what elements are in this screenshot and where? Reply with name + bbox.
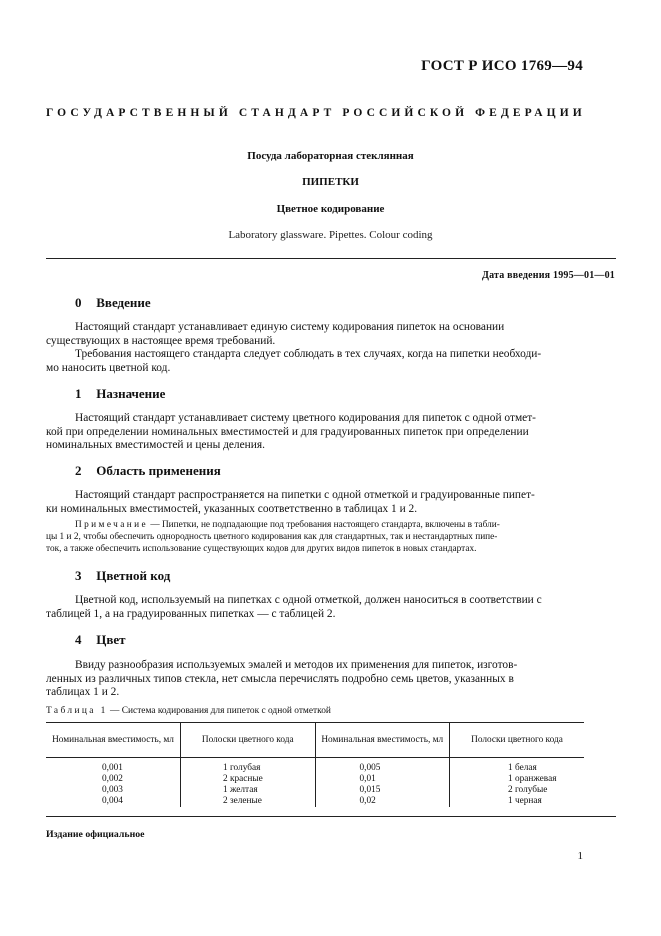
section-title: Введение xyxy=(96,295,151,310)
table-cell: 1 белая xyxy=(450,758,585,775)
section-0-heading xyxy=(75,295,151,311)
table-header-row xyxy=(46,723,584,758)
table-cell: 2 красные xyxy=(181,774,316,785)
table-cell: 0,02 xyxy=(315,796,450,807)
table-cell: 1 черная xyxy=(450,796,585,807)
page-number: 1 xyxy=(577,850,583,862)
title-subtitle: Цветное кодирование xyxy=(276,203,385,215)
note-label: Примечание xyxy=(75,520,148,530)
table-row xyxy=(46,796,584,807)
text-line: Настоящий стандарт устанавливает систему цветного кодирования для пипеток с одной отмет- xyxy=(75,412,536,424)
table-header-cell: Номинальная вместимость, мл xyxy=(46,723,181,758)
table-cell: 0,004 xyxy=(102,796,123,806)
section-2-heading xyxy=(75,463,221,479)
section-4-paragraph-1 xyxy=(46,659,584,700)
footer-divider xyxy=(46,816,616,817)
table-cell: 0,015 xyxy=(315,785,450,796)
table-row xyxy=(46,785,584,796)
table-caption-text: — Система кодирования для пипеток с одной отметкой xyxy=(107,706,331,716)
table-row xyxy=(46,758,584,775)
table-header-cell: Номинальная вместимость, мл xyxy=(315,723,450,758)
section-title: Область применения xyxy=(96,463,221,478)
table-header-cell: Полоски цветного кода xyxy=(450,723,585,758)
section-title: Назначение xyxy=(96,386,166,401)
table-header-cell: Полоски цветного кода xyxy=(181,723,316,758)
state-standard-heading: ГОСУДАРСТВЕННЫЙ СТАНДАРТ РОССИЙСКОЙ ФЕДЕРАЦИИ xyxy=(46,107,586,119)
section-1-paragraph-1 xyxy=(46,412,584,453)
text-line: Ввиду разнообразия используемых эмалей и методов их применения для пипеток, изготов- xyxy=(75,659,518,671)
text-line: ленных из различных типов стекла, нет смысла перечислять подробно семь цветов, указанных в xyxy=(46,672,514,685)
text-line: ток, а также обеспечить использование существующих кодов для других видов пипеток в новых стандартах. xyxy=(46,544,477,554)
section-number: 4 xyxy=(75,632,82,647)
table-cell: 1 голубая xyxy=(181,758,316,775)
section-2-note xyxy=(46,519,584,555)
title-main: Посуда лабораторная стеклянная xyxy=(247,150,414,162)
table-cell: 2 зеленые xyxy=(181,796,316,807)
title-pipettes: ПИПЕТКИ xyxy=(302,176,359,188)
section-number: 2 xyxy=(75,463,82,478)
text-line: номинальных вместимостей и цены деления. xyxy=(46,439,265,451)
section-3-paragraph-1 xyxy=(46,594,584,621)
table-cell: 2 голубые xyxy=(450,785,585,796)
text-line: Настоящий стандарт устанавливает единую систему кодирования пипеток на основании xyxy=(75,321,505,333)
section-4-heading xyxy=(75,632,126,648)
section-2-paragraph-1 xyxy=(46,489,584,516)
section-title: Цветной код xyxy=(96,568,171,583)
text-line: Настоящий стандарт распространяется на пипетки с одной отметкой и градуированные пипет- xyxy=(75,489,535,501)
section-3-heading xyxy=(75,568,170,584)
text-line: кой при определении номинальных вместимостей и для градуированных пипеток при определении xyxy=(46,425,529,438)
section-number: 3 xyxy=(75,568,82,583)
note-text: — Пипетки, не подпадающие под требования настоящего стандарта, включены в табли- xyxy=(148,520,500,530)
section-1-heading xyxy=(75,386,165,402)
table-cell: 0,01 xyxy=(315,774,450,785)
section-title: Цвет xyxy=(96,632,126,647)
introduction-date: Дата введения 1995—01—01 xyxy=(482,270,615,281)
section-number: 0 xyxy=(75,295,82,310)
text-line: мо наносить цветной код. xyxy=(46,361,171,374)
text-line: ки номинальных вместимостей, указанных соответственно в таблицах 1 и 2. xyxy=(46,502,418,515)
document-code: ГОСТ Р ИСО 1769—94 xyxy=(421,58,583,74)
section-number: 1 xyxy=(75,386,82,401)
table-1-caption xyxy=(46,706,331,716)
table-cell: 0,003 xyxy=(102,785,123,795)
text-line: Требования настоящего стандарта следует соблюдать в тех случаях, когда на пипетки необходи- xyxy=(75,348,542,360)
text-line: таблицах 1 и 2. xyxy=(46,686,120,698)
table-caption-label: Таблица 1 xyxy=(46,706,108,716)
header-divider xyxy=(46,258,616,259)
text-line: существующих в настоящее время требований. xyxy=(46,334,276,347)
table-cell: 1 желтая xyxy=(181,785,316,796)
title-english: Laboratory glassware. Pipettes. Colour coding xyxy=(228,229,433,241)
table-cell: 0,005 xyxy=(315,758,450,775)
table-cell: 0,002 xyxy=(102,774,123,784)
edition-label: Издание официальное xyxy=(46,829,145,840)
section-0-paragraph-1 xyxy=(46,321,584,348)
table-cell: 0,001 xyxy=(102,763,123,773)
table-row xyxy=(46,774,584,785)
text-line: таблицей 1, а на градуированных пипетках — с таблицей 2. xyxy=(46,607,336,620)
text-line: Цветной код, используемый на пипетках с одной отметкой, должен наноситься в соответствии с xyxy=(75,594,542,606)
table-cell: 1 оранжевая xyxy=(450,774,585,785)
text-line: цы 1 и 2, чтобы обеспечить однородность цветного кодирования как для стандартных, так и нестандартных пипе- xyxy=(46,532,498,542)
table-1 xyxy=(46,722,584,807)
section-0-paragraph-2 xyxy=(46,348,584,375)
